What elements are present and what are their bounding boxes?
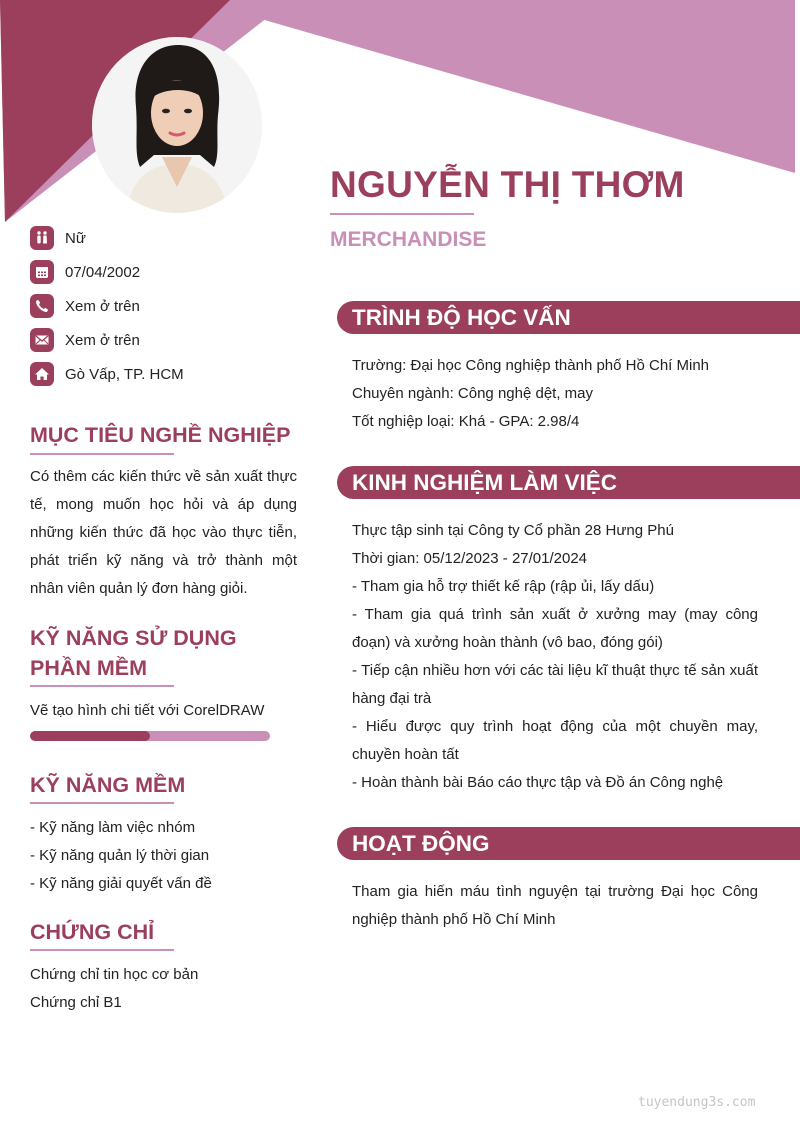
gender-icon: [30, 226, 54, 250]
activities-banner: [337, 827, 800, 860]
objective-line: phát triển kỹ năng và trở thành một: [30, 552, 297, 569]
home-icon: [30, 362, 54, 386]
experience-bullet-cont: đoạn) và xưởng hoàn thành (vô bao, đóng gói): [352, 634, 663, 651]
experience-bullet-cont: hàng đại trà: [352, 690, 432, 707]
experience-bullet: - Tham gia quá trình sản xuất ở xưởng may (may công: [352, 606, 758, 623]
contact-gender-text: Nữ: [65, 229, 86, 247]
objective-title: MỤC TIÊU NGHỀ NGHIỆP: [30, 423, 291, 447]
contact-item-phone: [30, 289, 300, 323]
contact-item-address: [30, 357, 300, 391]
experience-bullet: - Hiểu được quy trình hoạt động của một chuyền may,: [352, 718, 758, 735]
experience-bullet: - Hoàn thành bài Báo cáo thực tập và Đồ án Công nghệ: [352, 774, 724, 791]
objective-line: nhân viên quản lý đơn hàng giỏi.: [30, 580, 248, 597]
soft-skills-divider: [30, 802, 174, 804]
activities-line: nghiệp thành phố Hồ Chí Minh: [352, 911, 556, 928]
contact-email-text: Xem ở trên: [65, 331, 140, 349]
education-grade: Tốt nghiệp loại: Khá - GPA: 2.98/4: [352, 413, 580, 430]
experience-period: Thời gian: 05/12/2023 - 27/01/2024: [352, 550, 588, 567]
education-banner: [337, 301, 800, 334]
experience-banner: [337, 466, 800, 499]
certificates-divider: [30, 949, 174, 951]
education-school: Trường: Đại học Công nghiệp thành phố Hồ Chí Minh: [352, 357, 710, 374]
education-details: [352, 352, 758, 436]
objective-line: Có thêm các kiến thức về sản xuất thực: [30, 468, 297, 485]
software-skills-title-cont: PHẦN MỀM: [30, 656, 148, 680]
activities-line: Tham gia hiến máu tình nguyện tại trường Đại học Công: [352, 883, 758, 900]
list-item: Chứng chỉ tin học cơ bản: [30, 966, 199, 983]
objective-text: [30, 463, 297, 603]
contact-address-text: Gò Vấp, TP. HCM: [65, 365, 184, 383]
software-skill-level: [30, 731, 150, 741]
contact-item-email: [30, 323, 300, 357]
list-item: Chứng chỉ B1: [30, 994, 122, 1011]
list-item: - Kỹ năng làm việc nhóm: [30, 819, 196, 836]
software-skills-divider: [30, 685, 174, 687]
list-item: - Kỹ năng quản lý thời gian: [30, 847, 210, 864]
education-major: Chuyên ngành: Công nghệ dệt, may: [352, 385, 594, 402]
software-skill-label: Vẽ tạo hình chi tiết với CorelDRAW: [30, 702, 265, 719]
objective-line: những kiến thức đã học vào thực tiễn,: [30, 524, 297, 541]
name-divider: [330, 213, 474, 215]
activities-title: HOẠT ĐỘNG: [352, 830, 490, 856]
mail-icon: [30, 328, 54, 352]
experience-details: [352, 517, 758, 797]
objective-line: tế, mong muốn học hỏi và áp dụng: [30, 496, 297, 513]
experience-company: Thực tập sinh tại Công ty Cổ phần 28 Hưng Phú: [352, 522, 674, 539]
software-skill-bar: [30, 731, 270, 741]
experience-bullet: - Tham gia hỗ trợ thiết kế rập (rập ủi, lấy dấu): [352, 578, 655, 595]
certificates-list: [30, 961, 300, 1017]
job-title: MERCHANDISE: [330, 228, 487, 251]
activities-details: [352, 878, 758, 934]
candidate-name: NGUYỄN THỊ THƠM: [330, 164, 685, 205]
list-item: - Kỹ năng giải quyết vấn đề: [30, 875, 212, 892]
education-title: TRÌNH ĐỘ HỌC VẤN: [352, 304, 571, 330]
objective-divider: [30, 453, 174, 455]
contact-item-birthday: [30, 255, 300, 289]
profile-photo: [92, 37, 262, 213]
certificates-title: CHỨNG CHỈ: [30, 920, 155, 944]
soft-skills-title: KỸ NĂNG MỀM: [30, 773, 186, 797]
experience-bullet-cont: chuyền hoàn tất: [352, 746, 459, 763]
soft-skills-list: [30, 814, 300, 898]
software-skills-title: KỸ NĂNG SỬ DỤNG: [30, 626, 237, 650]
contact-item-gender: [30, 221, 300, 255]
contact-birthday-text: 07/04/2002: [65, 263, 141, 281]
calendar-icon: [30, 260, 54, 284]
phone-icon: [30, 294, 54, 318]
contact-list: [30, 221, 300, 391]
contact-phone-text: Xem ở trên: [65, 297, 140, 315]
experience-bullet: - Tiếp cận nhiều hơn với các tài liệu kĩ thuật thực tế sản xuất: [352, 662, 758, 679]
experience-title: KINH NGHIỆM LÀM VIỆC: [352, 469, 618, 495]
watermark: tuyendung3s.com: [638, 1095, 756, 1110]
header-accent-shape: [195, 0, 795, 173]
